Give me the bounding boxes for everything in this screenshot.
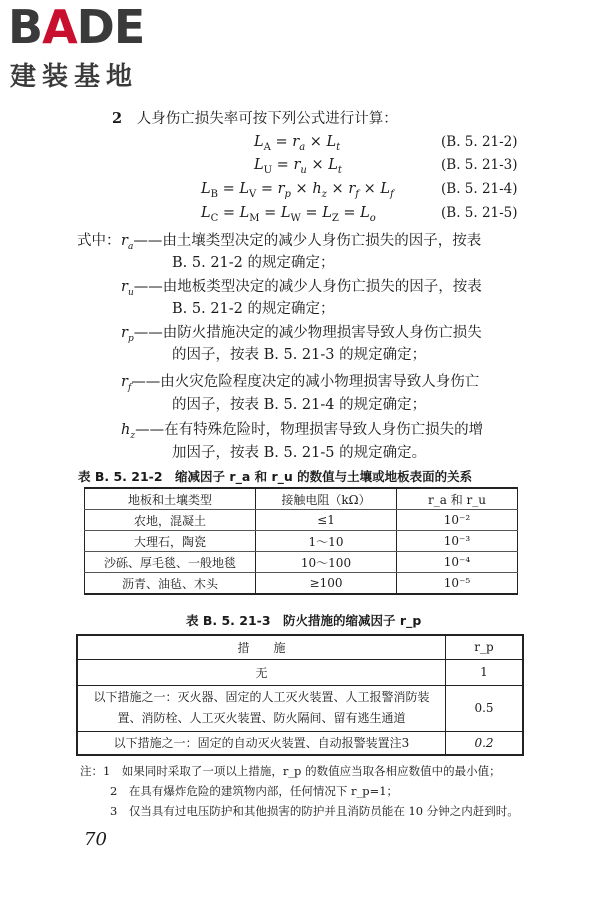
- definition-rp-line2: 的因子，按表 B. 5. 21-3 的规定确定；: [172, 347, 427, 363]
- table2-cell: 无: [77, 659, 446, 685]
- definition-hz: [121, 420, 483, 446]
- note-3: 3 仅当具有过电压防护和其他损害的防护并且消防员能在 10 分钟之内赶到时。: [110, 804, 519, 818]
- table-row: [85, 552, 518, 573]
- table1-header-row: [85, 488, 518, 510]
- table-row: [85, 510, 518, 531]
- logo-de: DE: [76, 0, 145, 54]
- formula-4-label: (B. 5. 21-5): [441, 205, 518, 221]
- soil-floor-table: [84, 487, 518, 595]
- table-row: [85, 573, 518, 595]
- intro-text: 人身伤亡损失率可按下列公式进行计算：: [136, 111, 398, 127]
- intro-line: [112, 109, 398, 129]
- intro-number: 2: [112, 110, 123, 127]
- table1-cell: ≥100: [256, 573, 397, 595]
- table1-header-type: 地板和土壤类型: [85, 488, 256, 510]
- logo-subtitle: 建装基地: [10, 62, 139, 92]
- formula-3-label: (B. 5. 21-4): [441, 181, 518, 197]
- table1-cell: 10～100: [256, 552, 397, 573]
- table2-cell: 以下措施之一：固定的自动灭火装置、自动报警装置注3: [77, 731, 446, 755]
- table1-cell: ≤1: [256, 510, 397, 531]
- table1-cell: 沙砾、厚毛毯、一般地毯: [85, 552, 256, 573]
- definition-ru-line2: B. 5. 21-2 的规定确定；: [172, 301, 335, 317]
- definition-rf: [121, 372, 479, 398]
- table1-cell: 1～10: [256, 531, 397, 552]
- table2-header-measure: 措 施: [77, 635, 446, 659]
- definition-ra-line1: ——由土壤类型决定的减少人身伤亡损失的因子，按表: [133, 233, 482, 249]
- table1-cell: 沥青、油毡、木头: [85, 573, 256, 595]
- formula-4: $L_C = L_M = L_W = L_Z = L_o$: [201, 205, 376, 224]
- symbol-ra: $r_a$: [121, 233, 134, 252]
- where-label: 式中：: [77, 233, 121, 249]
- formula-2-label: (B. 5. 21-3): [441, 157, 518, 173]
- table1-cell: 农地，混凝土: [85, 510, 256, 531]
- definition-hz-line1: ——在有特殊危险时，物理损害导致人身伤亡损失的增: [135, 422, 484, 438]
- note-2: 2 在具有爆炸危险的建筑物内部，任何情况下 r_p=1；: [110, 784, 399, 798]
- symbol-rf: $r_f$: [121, 374, 132, 393]
- table2-header-rp: r_p: [446, 635, 524, 659]
- table1-cell: 大理石，陶瓷: [85, 531, 256, 552]
- formula-1-label: (B. 5. 21-2): [441, 134, 518, 150]
- table1-cell: 10⁻³: [397, 531, 518, 552]
- table1-header-resistance: 接触电阻（kΩ）: [256, 488, 397, 510]
- table1-cell: 10⁻²: [397, 510, 518, 531]
- table2-cell: 0.5: [446, 685, 524, 731]
- table1-cell: 10⁻⁵: [397, 573, 518, 595]
- table2-header-row: [77, 635, 523, 659]
- formula-3: $L_B = L_V = r_p \times h_z \times r_f \times L_f$: [201, 181, 394, 200]
- definition-rf-line1: ——由火灾危险程度决定的减小物理损害导致人身伤亡: [131, 374, 480, 390]
- brand-logo: [8, 2, 144, 52]
- table-row: [77, 685, 523, 731]
- symbol-rp: $r_p$: [121, 325, 134, 344]
- symbol-hz: $h_z$: [121, 422, 136, 441]
- note-1: 注：1 如果同时采取了一项以上措施，r_p 的数值应当取各相应数值中的最小值；: [80, 764, 501, 778]
- definition-ra-line2: B. 5. 21-2 的规定确定；: [172, 255, 335, 271]
- symbol-ru: $r_u$: [121, 279, 134, 298]
- table2-cell: 以下措施之一：灭火器、固定的人工灭火装置、人工报警消防装置、消防栓、人工灭火装置、防火隔间、留有逃生通道: [77, 685, 446, 731]
- definition-ru-line1: ——由地板类型决定的减少人身伤亡损失的因子，按表: [133, 279, 482, 295]
- definition-rp-line1: ——由防火措施决定的减少物理损害导致人身伤亡损失: [133, 325, 482, 341]
- table2-cell: 0.2: [446, 731, 524, 755]
- table2-cell: 1: [446, 659, 524, 685]
- table-row: [77, 731, 523, 755]
- table1-caption: 表 B. 5. 21-2 缩减因子 r_a 和 r_u 的数值与土壤或地板表面的关系: [78, 469, 473, 484]
- formula-1: $L_A = r_a \times L_t$: [254, 134, 341, 153]
- fire-measures-table: [76, 634, 524, 756]
- formula-2: $L_U = r_u \times L_t$: [254, 157, 342, 176]
- page-number: 70: [84, 829, 107, 850]
- logo-accent-a: A: [42, 0, 77, 54]
- table2-caption: 表 B. 5. 21-3 防火措施的缩减因子 r_p: [186, 613, 422, 628]
- table1-header-factor: r_a 和 r_u: [397, 488, 518, 510]
- table-row: [85, 531, 518, 552]
- definition-hz-line2: 加因子，按表 B. 5. 21-5 的规定确定。: [172, 445, 427, 461]
- table-row: [77, 659, 523, 685]
- table1-cell: 10⁻⁴: [397, 552, 518, 573]
- logo-b: B: [8, 0, 43, 54]
- definition-rf-line2: 的因子，按表 B. 5. 21-4 的规定确定；: [172, 397, 427, 413]
